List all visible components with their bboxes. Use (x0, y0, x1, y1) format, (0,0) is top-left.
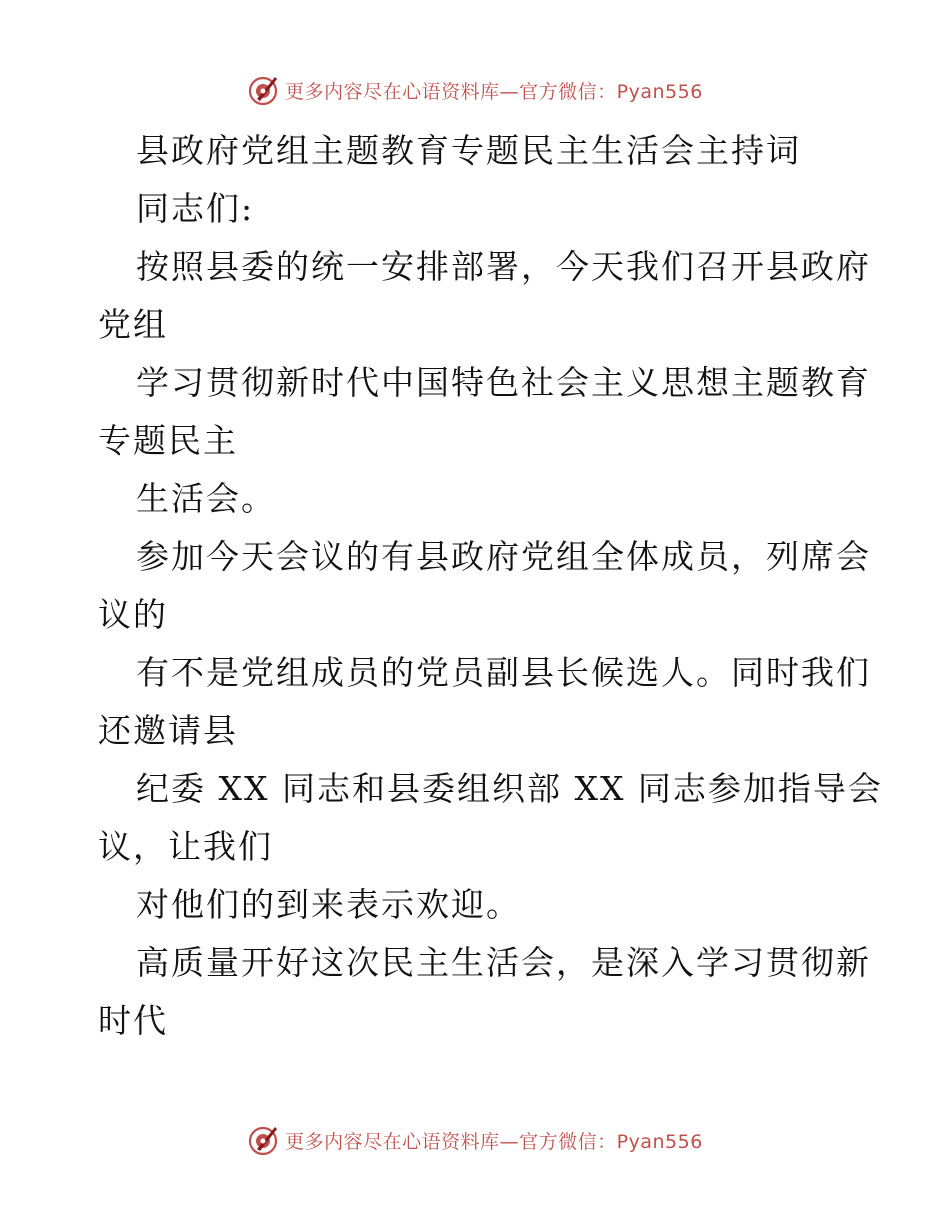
document-line: 时代 (98, 1001, 168, 1040)
document-line: 还邀请县 (98, 711, 238, 750)
footer-banner (0, 1120, 950, 1160)
document-line: 议的 (98, 595, 168, 634)
document-line: 学习贯彻新时代中国特色社会主义思想主题教育 (136, 363, 871, 402)
document-body (98, 122, 883, 1050)
quill-logo-icon (247, 1123, 281, 1157)
document-line: 按照县委的统一安排部署，今天我们召开县政府 (136, 247, 871, 286)
header-banner (0, 70, 950, 110)
document-line: 参加今天会议的有县政府党组全体成员，列席会 (136, 537, 871, 576)
document-line: 纪委 XX 同志和县委组织部 XX 同志参加指导会 (136, 769, 883, 808)
document-line: 县政府党组主题教育专题民主生活会主持词 (136, 131, 801, 170)
document-line: 有不是党组成员的党员副县长候选人。同时我们 (136, 653, 871, 692)
document-line: 专题民主 (98, 421, 238, 460)
quill-logo-icon (247, 73, 281, 107)
document-line: 同志们: (136, 189, 255, 228)
document-line: 党组 (98, 305, 168, 344)
header-banner-text: 更多内容尽在心语资料库—官方微信：Pyan556 (285, 80, 703, 103)
footer-banner-text: 更多内容尽在心语资料库—官方微信：Pyan556 (285, 1130, 703, 1153)
document-line: 议，让我们 (98, 827, 273, 866)
document-line: 对他们的到来表示欢迎。 (136, 885, 521, 924)
document-line: 高质量开好这次民主生活会，是深入学习贯彻新 (136, 943, 871, 982)
document-line: 生活会。 (136, 479, 276, 518)
